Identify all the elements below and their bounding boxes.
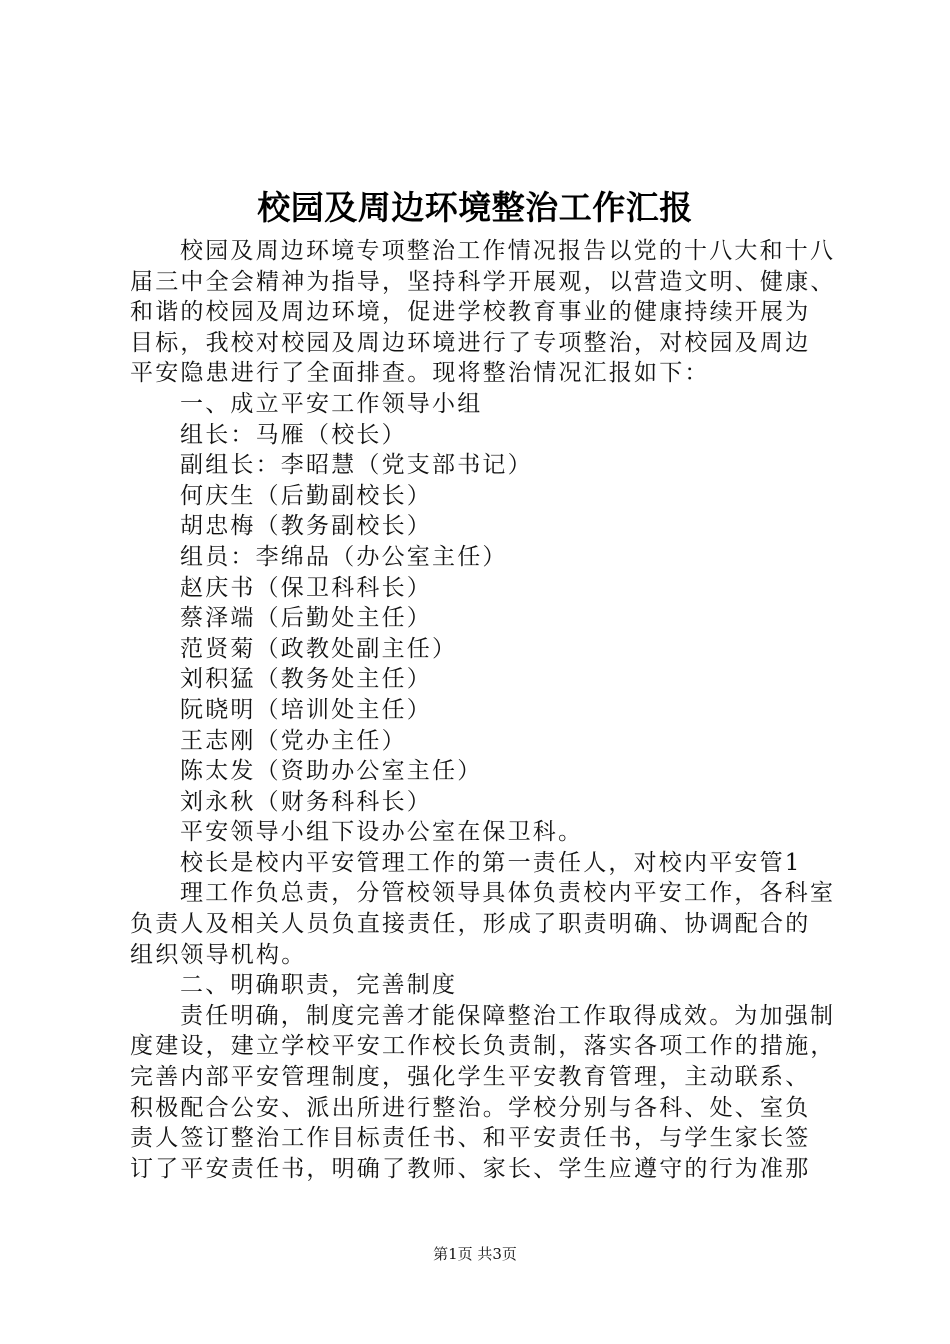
body-line: 阮晓明（培训处主任） — [180, 696, 432, 723]
body-line: 二、明确职责，完善制度 — [180, 972, 458, 999]
body-line: 赵庆书（保卫科科长） — [180, 574, 432, 601]
body-line: 平安隐患进行了全面排查。现将整治情况汇报如下： — [130, 360, 710, 387]
body-line: 组织领导机构。 — [130, 941, 307, 968]
body-line: 订了平安责任书，明确了教师、家长、学生应遵守的行为准那 — [130, 1155, 811, 1182]
body-line: 完善内部平安管理制度，强化学生平安教育管理，主动联系、 — [130, 1064, 811, 1091]
body-line: 蔡泽端（后勤处主任） — [180, 605, 432, 632]
body-line: 刘永秋（财务科科长） — [180, 788, 432, 815]
body-line: 刘积猛（教务处主任） — [180, 666, 432, 693]
body-line: 一、成立平安工作领导小组 — [180, 390, 483, 417]
body-line: 陈太发（资助办公室主任） — [180, 758, 483, 785]
body-line: 届三中全会精神为指导，坚持科学开展观，以营造文明、健康、 — [130, 268, 836, 295]
body-line: 胡忠梅（教务副校长） — [180, 513, 432, 540]
body-line: 积极配合公安、派出所进行整治。学校分别与各科、处、室负 — [130, 1094, 811, 1121]
body-line: 平安领导小组下设办公室在保卫科。 — [180, 819, 584, 846]
body-line: 责任明确，制度完善才能保障整治工作取得成效。为加强制 — [180, 1002, 836, 1029]
body-line: 范贤菊（政教处副主任） — [180, 635, 458, 662]
body-line: 负责人及相关人员负直接责任，形成了职责明确、协调配合的 — [130, 911, 811, 938]
body-line: 目标，我校对校园及周边环境进行了专项整治，对校园及周边 — [130, 329, 811, 356]
body-line: 组长：马雁（校长） — [180, 421, 407, 448]
body-line: 度建设，建立学校平安工作校长负责制，落实各项工作的措施， — [130, 1033, 836, 1060]
body-line: 王志刚（党办主任） — [180, 727, 407, 754]
document-body — [130, 236, 850, 1184]
document-title: 校园及周边环境整治工作汇报 — [257, 188, 693, 227]
body-line: 责人签订整治工作目标责任书、和平安责任书，与学生家长签 — [130, 1125, 811, 1152]
body-line: 和谐的校园及周边环境，促进学校教育事业的健康持续开展为 — [130, 299, 811, 326]
body-line: 校园及周边环境专项整治工作情况报告以党的十八大和十八 — [180, 238, 836, 264]
page-footer: 第1页 共3页 — [433, 1245, 517, 1263]
body-line: 副组长：李昭慧（党支部书记） — [180, 452, 533, 479]
body-line: 校长是校内平安管理工作的第一责任人，对校内平安管1 — [180, 849, 802, 876]
body-line: 组员：李绵品（办公室主任） — [180, 543, 508, 570]
body-line: 理工作负总责，分管校领导具体负责校内平安工作，各科室 — [180, 880, 836, 907]
body-line: 何庆生（后勤副校长） — [180, 482, 432, 509]
